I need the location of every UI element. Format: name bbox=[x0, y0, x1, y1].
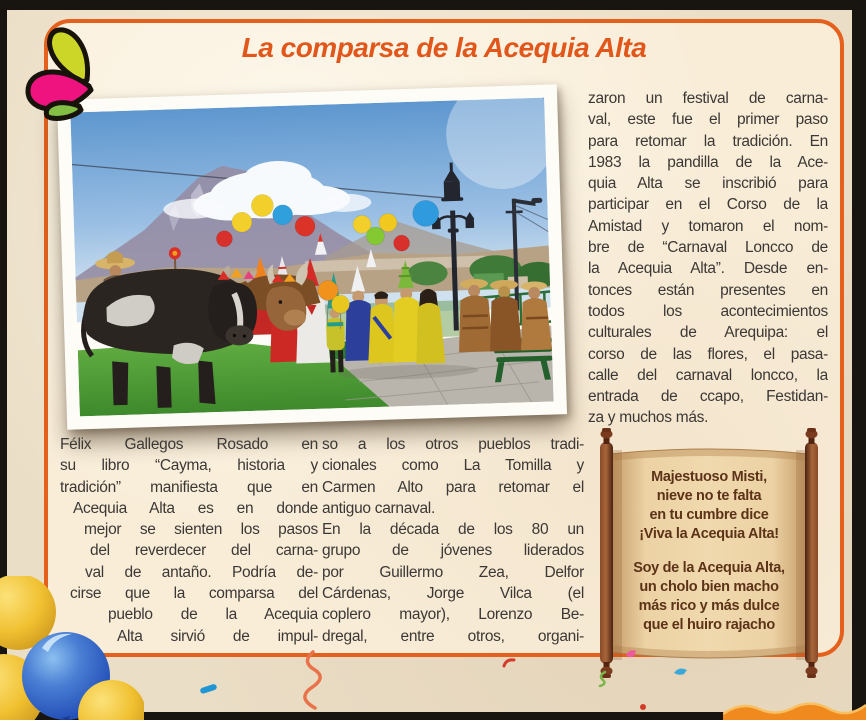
text-line: quia Alta se inscribió para bbox=[588, 175, 828, 193]
verse-text bbox=[618, 468, 800, 635]
text-line: más rico y más dulce bbox=[638, 598, 780, 614]
text-line: val de antaño. Podría de- bbox=[85, 563, 318, 581]
text-line: bre de “Carnaval Loncco de bbox=[588, 239, 828, 257]
carnival-photo bbox=[57, 84, 567, 430]
text-line: Carmen Alto para retomar el bbox=[322, 478, 584, 496]
text-line: todos los acontecimientos bbox=[588, 302, 828, 320]
text-line: ¡Viva la Acequia Alta! bbox=[639, 526, 779, 542]
text-line: coplero mayor), Lorenzo Be- bbox=[322, 606, 584, 624]
text-line: un cholo bien macho bbox=[639, 579, 779, 595]
text-line: calle del carnaval loncco, la bbox=[588, 366, 828, 384]
text-line: val, este fue el primer paso bbox=[588, 111, 828, 129]
verse-stanza-2 bbox=[618, 559, 800, 635]
text-line: so a los otros pueblos tradi- bbox=[322, 436, 584, 453]
text-line: antiguo carnaval. bbox=[322, 499, 435, 517]
text-line: grupo de jóvenes liderados bbox=[322, 542, 584, 560]
text-line: Alta sirvió de impul- bbox=[117, 627, 318, 645]
article-column-left bbox=[60, 434, 318, 647]
text-line: cirse que la comparsa del bbox=[70, 585, 318, 603]
text-line: Acequia Alta es en donde bbox=[73, 499, 318, 517]
text-line: su libro “Cayma, historia y bbox=[60, 457, 318, 475]
text-line: en tu cumbre dice bbox=[649, 507, 769, 523]
text-line: Amistad y tomaron el nom- bbox=[588, 217, 828, 235]
text-line: mejor se sienten los pasos bbox=[84, 521, 318, 539]
text-line: En la década de los 80 un bbox=[322, 521, 584, 539]
text-line: dregal, entre otros, organi- bbox=[322, 627, 584, 645]
text-line: participar en el Corso de la bbox=[588, 196, 828, 214]
text-line: culturales de Arequipa: el bbox=[588, 324, 828, 342]
text-line: entrada de ccapo, Festidan- bbox=[588, 388, 828, 406]
page-title: La comparsa de la Acequia Alta bbox=[241, 32, 647, 63]
paper-background bbox=[7, 10, 852, 712]
text-line: tonces están presentes en bbox=[588, 281, 828, 299]
text-line: Majestuoso Misti, bbox=[651, 469, 767, 485]
text-line: para retomar la tradición. En bbox=[588, 132, 828, 150]
article-column-right bbox=[588, 88, 828, 429]
text-line: que el huiro rajacho bbox=[643, 617, 775, 633]
text-line: del reverdecer del carna- bbox=[90, 542, 318, 560]
text-line: Félix Gallegos Rosado en bbox=[60, 436, 318, 453]
carnival-photo-scene bbox=[70, 98, 553, 417]
text-line: por Guillermo Zea, Delfor bbox=[322, 563, 584, 581]
text-line: 1983 la pandilla de la Ace- bbox=[588, 153, 828, 171]
text-line: la Acequia Alta”. Desde en- bbox=[588, 260, 828, 278]
text-line: Soy de la Acequia Alta, bbox=[633, 560, 785, 576]
article-column-middle bbox=[322, 434, 584, 647]
text-line: za y muchos más. bbox=[588, 409, 709, 427]
text-line: cionales como La Tomilla y bbox=[322, 457, 584, 475]
text-line: Cárdenas, Jorge Vilca (el bbox=[322, 585, 584, 603]
text-line: nieve no te falta bbox=[656, 488, 762, 504]
text-line: zaron un festival de carna- bbox=[588, 90, 828, 107]
verse-stanza-1 bbox=[618, 468, 800, 544]
text-line: tradición” manifiesta que en bbox=[60, 478, 318, 496]
text-line: pueblo de la Acequia bbox=[108, 606, 318, 624]
text-line: corso de las flores, el pasa- bbox=[588, 345, 828, 363]
verse-scroll bbox=[592, 428, 826, 678]
butterfly-icon bbox=[21, 20, 117, 124]
